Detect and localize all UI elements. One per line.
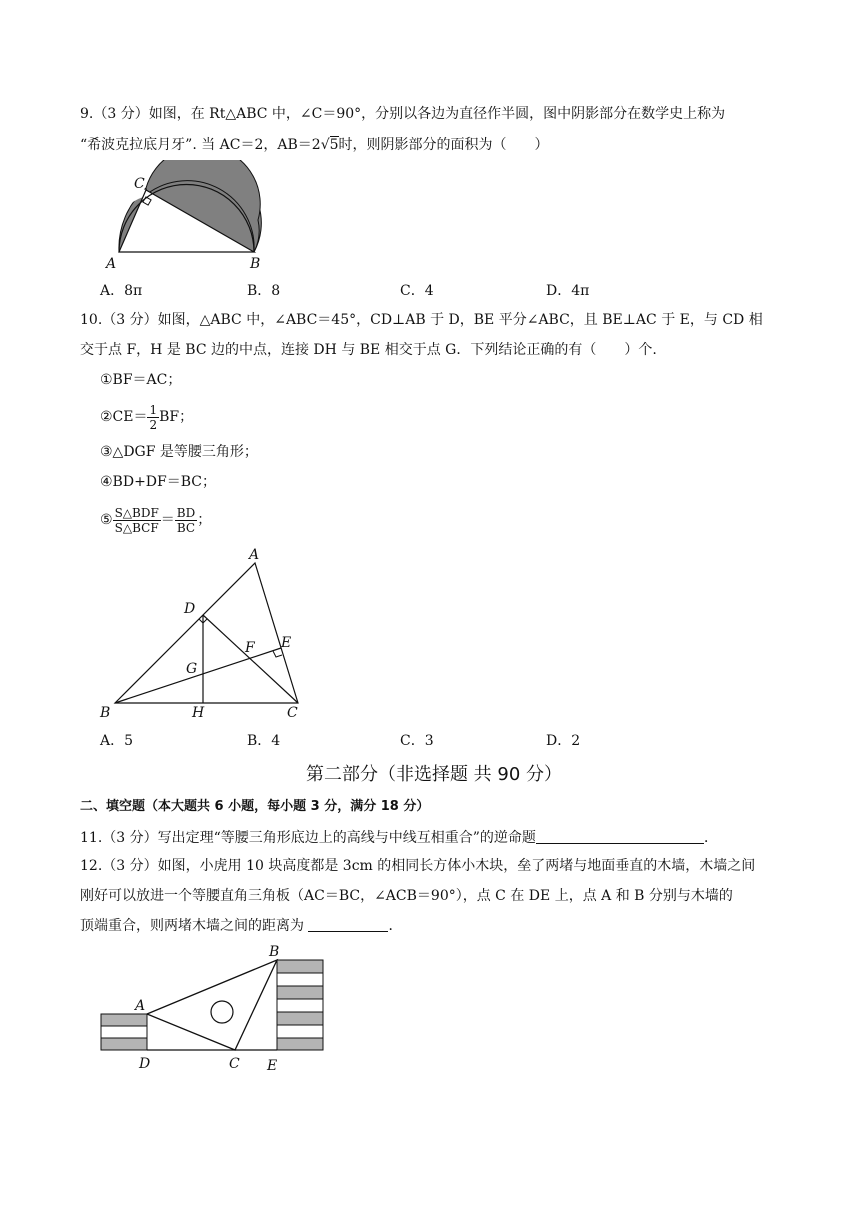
q10-label-d: D xyxy=(184,601,196,617)
q10-segment-be xyxy=(115,648,281,703)
q10-s2-den: 2 xyxy=(149,417,158,432)
q9-label-a: A xyxy=(106,256,117,272)
q12-label-c: C xyxy=(229,1056,240,1072)
q9-stem-line2-post: 时，则阴影部分的面积为（ ） xyxy=(338,137,549,153)
q10-label-a: A xyxy=(249,547,260,563)
q10-s5-num1: S△BDF xyxy=(114,505,159,520)
q10-s2-post: BF； xyxy=(159,409,194,425)
q10-s5-eq: ＝ xyxy=(160,512,175,528)
q10-label-e: E xyxy=(281,635,292,651)
q10-s5-den2: BC xyxy=(176,520,196,535)
q10-option-b[interactable]: B．4 xyxy=(247,733,281,749)
q10-figure xyxy=(95,545,315,725)
q10-option-a[interactable]: A．5 xyxy=(100,733,134,749)
q12-label-d: D xyxy=(139,1056,151,1072)
q10-right-angle-e xyxy=(273,651,282,657)
q10-s5-pre: ⑤ xyxy=(100,512,113,528)
q9-option-d[interactable]: D．4π xyxy=(546,283,590,299)
q10-option-c[interactable]: C．3 xyxy=(400,733,434,749)
q12-stem-line1: 12.（3 分）如图，小虎用 10 块高度都是 3cm 的相同长方体小木块，垒了两堵与地面垂直的木墙，木墙之间 xyxy=(80,858,756,874)
q11-text: 11.（3 分）写出定理“等腰三角形底边上的高线与中线互相重合”的逆命题 xyxy=(80,830,536,846)
q12-right-wall xyxy=(277,960,323,1050)
q9-label-c: C xyxy=(134,176,145,192)
q10-s5-fraction1 xyxy=(113,506,161,535)
q10-label-f: F xyxy=(245,640,255,656)
q10-statement-2 xyxy=(100,400,193,434)
q9-stem-line2-pre: “希波克拉底月牙”. 当 AC＝2，AB＝2 xyxy=(80,137,321,153)
q12-stem-line2: 刚好可以放进一个等腰直角三角板（AC＝BC，∠ACB＝90°），点 C 在 DE 上，点 A 和 B 分别与木墙的 xyxy=(80,888,733,904)
q11-end: ． xyxy=(703,830,718,846)
q12-left-wall xyxy=(101,1014,147,1050)
q10-triangle xyxy=(115,563,298,703)
q9-root-value: 5 xyxy=(329,137,339,153)
q10-s2-pre: ②CE＝ xyxy=(100,409,148,425)
q9-stem-line2 xyxy=(80,135,549,155)
q10-statement-1: ①BF＝AC； xyxy=(100,372,182,388)
q12-label-a: A xyxy=(135,998,146,1014)
q10-statement-4: ④BD+DF＝BC； xyxy=(100,474,216,490)
q9-option-c[interactable]: C．4 xyxy=(400,283,434,299)
q12-stem-line3 xyxy=(80,916,402,936)
q10-segment-cd xyxy=(203,615,298,703)
sqrt-sign: √ xyxy=(320,137,330,153)
q12-text: 顶端重合，则两堵木墙之间的距离为 xyxy=(80,918,304,934)
q12-board-hole xyxy=(211,1001,233,1023)
section-title: 第二部分（非选择题 共 90 分） xyxy=(305,764,563,785)
q12-figure xyxy=(95,940,335,1075)
q9-option-a[interactable]: A．8π xyxy=(100,283,143,299)
q10-s5-num2: BD xyxy=(176,505,196,520)
q10-label-h: H xyxy=(192,705,205,721)
q9-figure xyxy=(90,160,270,275)
q10-label-b: B xyxy=(100,705,111,721)
q10-option-d[interactable]: D．2 xyxy=(546,733,581,749)
q12-answer-blank[interactable] xyxy=(308,917,388,932)
section-heading: 二、填空题（本大题共 6 小题，每小题 3 分，满分 18 分） xyxy=(80,799,430,814)
q10-stem-line2: 交于点 F，H 是 BC 边的中点，连接 DH 与 BE 相交于点 G．下列结论正确的有（ ）个. xyxy=(80,342,657,358)
q9-stem-line1: 9.（3 分）如图，在 Rt△ABC 中，∠C＝90°，分别以各边为直径作半圆，图中阴影部分在数学史上称为 xyxy=(80,106,726,122)
q10-s5-den1: S△BCF xyxy=(114,520,159,535)
q9-label-b: B xyxy=(250,256,261,272)
q10-s2-num: 1 xyxy=(149,402,158,417)
q10-statement-5 xyxy=(100,500,211,540)
q12-triangle-board xyxy=(147,960,277,1050)
q12-label-e: E xyxy=(267,1058,278,1074)
q12-end: ． xyxy=(388,918,403,934)
q10-stem-line1: 10.（3 分）如图，△ABC 中，∠ABC＝45°，CD⊥AB 于 D，BE 平分∠ABC，且 BE⊥AC 于 E，与 CD 相 xyxy=(80,312,763,328)
q10-label-c: C xyxy=(287,705,298,721)
q10-s5-post: ； xyxy=(197,512,212,528)
q10-statement-3: ③△DGF 是等腰三角形； xyxy=(100,444,258,460)
q12-label-b: B xyxy=(269,944,280,960)
q10-s5-fraction2 xyxy=(175,506,197,535)
q11-stem xyxy=(80,828,718,848)
q11-answer-blank[interactable] xyxy=(536,829,704,844)
q10-label-g: G xyxy=(186,661,198,677)
q10-s2-fraction xyxy=(147,403,159,432)
q9-option-b[interactable]: B．8 xyxy=(247,283,281,299)
